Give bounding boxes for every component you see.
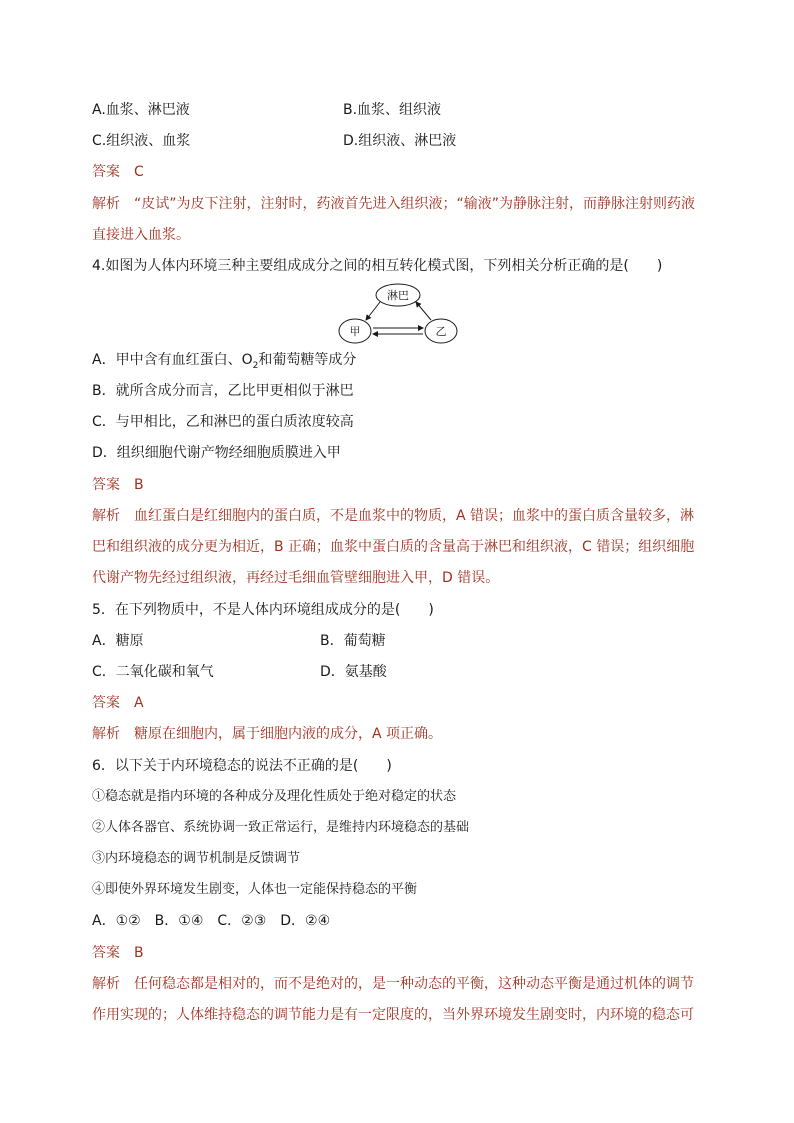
q3-answer xyxy=(92,162,144,182)
analysis-label: 解析 xyxy=(92,726,120,742)
q6-analysis-line2: 作用实现的；人体维持稳态的调节能力是有一定限度的，当外界环境发生剧变时，内环境的稳态可 xyxy=(92,1007,694,1023)
q3-analysis xyxy=(92,194,695,214)
answer-value: C xyxy=(134,164,144,180)
q4-option-d: D．组织细胞代谢产物经细胞质膜进入甲 xyxy=(92,445,341,461)
jia-node-label: 甲 xyxy=(349,325,361,338)
analysis-label: 解析 xyxy=(92,976,120,992)
q5-option-c: C．二氧化碳和氧气 xyxy=(92,664,214,680)
arrow-lymph-to-jia xyxy=(366,302,380,320)
q6-stem: 6．以下关于内环境稳态的说法不正确的是( ) xyxy=(92,758,392,774)
q3-option-d: D.组织液、淋巴液 xyxy=(343,133,457,149)
analysis-label: 解析 xyxy=(92,508,120,524)
q6-statement-4: ④即使外界环境发生剧变，人体也一定能保持稳态的平衡 xyxy=(92,882,418,897)
q6-options: A．①② B．①④ C．②③ D．②④ xyxy=(92,913,331,929)
answer-label: 答案 xyxy=(92,945,120,961)
lymph-node-label: 淋巴 xyxy=(387,289,409,302)
q5-option-a: A．糖原 xyxy=(92,633,144,649)
answer-label: 答案 xyxy=(92,695,120,711)
body-fluid-diagram xyxy=(336,280,466,350)
q6-statement-1: ①稳态就是指内环境的各种成分及理化性质处于绝对稳定的状态 xyxy=(92,789,457,804)
q5-analysis xyxy=(92,724,442,744)
q5-stem: 5．在下列物质中，不是人体内环境组成成分的是( ) xyxy=(92,602,434,618)
answer-value: A xyxy=(134,695,144,711)
q4-option-a: A．甲中含有血红蛋白、$O_2$和葡萄糖等成分 xyxy=(92,352,357,371)
answer-value: B xyxy=(134,477,144,493)
analysis-text: 糖原在细胞内，属于细胞内液的成分，A 项正确。 xyxy=(134,726,443,742)
yi-node-label: 乙 xyxy=(435,325,447,338)
analysis-text: 任何稳态都是相对的，而不是绝对的，是一种动态的平衡，这种动态平衡是通过机体的调节 xyxy=(134,976,694,992)
q6-statement-3: ③内环境稳态的调节机制是反馈调节 xyxy=(92,851,301,866)
q4-option-b: B．就所含成分而言，乙比甲更相似于淋巴 xyxy=(92,383,354,399)
q4-analysis-line2: 巴和组织液的成分更为相近，B 正确；血浆中蛋白质的含量高于淋巴和组织液，C 错误；组织细胞 xyxy=(92,539,695,555)
answer-label: 答案 xyxy=(92,477,120,493)
q5-option-d: D．氨基酸 xyxy=(320,664,387,680)
analysis-label: 解析 xyxy=(92,196,120,212)
q3-option-c: C.组织液、血浆 xyxy=(92,133,191,149)
q4-stem: 4.如图为人体内环境三种主要组成成分之间的相互转化模式图，下列相关分析正确的是( ) xyxy=(92,258,663,274)
q3-option-b: B.血浆、组织液 xyxy=(343,102,442,118)
q4-analysis-line3: 代谢产物先经过组织液，再经过毛细血管壁细胞进入甲，D 错误。 xyxy=(92,570,500,586)
q5-option-b: B．葡萄糖 xyxy=(320,633,386,649)
arrow-yi-to-lymph xyxy=(416,302,431,320)
q5-answer xyxy=(92,693,144,713)
q4-option-c: C．与甲相比，乙和淋巴的蛋白质浓度较高 xyxy=(92,414,354,430)
answer-value: B xyxy=(134,945,144,961)
q4-answer xyxy=(92,475,144,495)
q3-analysis-line2: 直接进入血浆。 xyxy=(92,227,190,243)
analysis-text: “皮试”为皮下注射，注射时，药液首先进入组织液；“输液”为静脉注射，而静脉注射则药液 xyxy=(134,196,696,212)
q6-statement-2: ②人体各器官、系统协调一致正常运行，是维持内环境稳态的基础 xyxy=(92,820,470,835)
analysis-text: 血红蛋白是红细胞内的蛋白质，不是血浆中的物质，A 错误；血浆中的蛋白质含量较多，淋 xyxy=(134,508,695,524)
answer-label: 答案 xyxy=(92,164,120,180)
q6-answer xyxy=(92,943,144,963)
q4-analysis xyxy=(92,506,694,526)
q3-option-a: A.血浆、淋巴液 xyxy=(92,102,190,118)
q6-analysis xyxy=(92,974,694,994)
